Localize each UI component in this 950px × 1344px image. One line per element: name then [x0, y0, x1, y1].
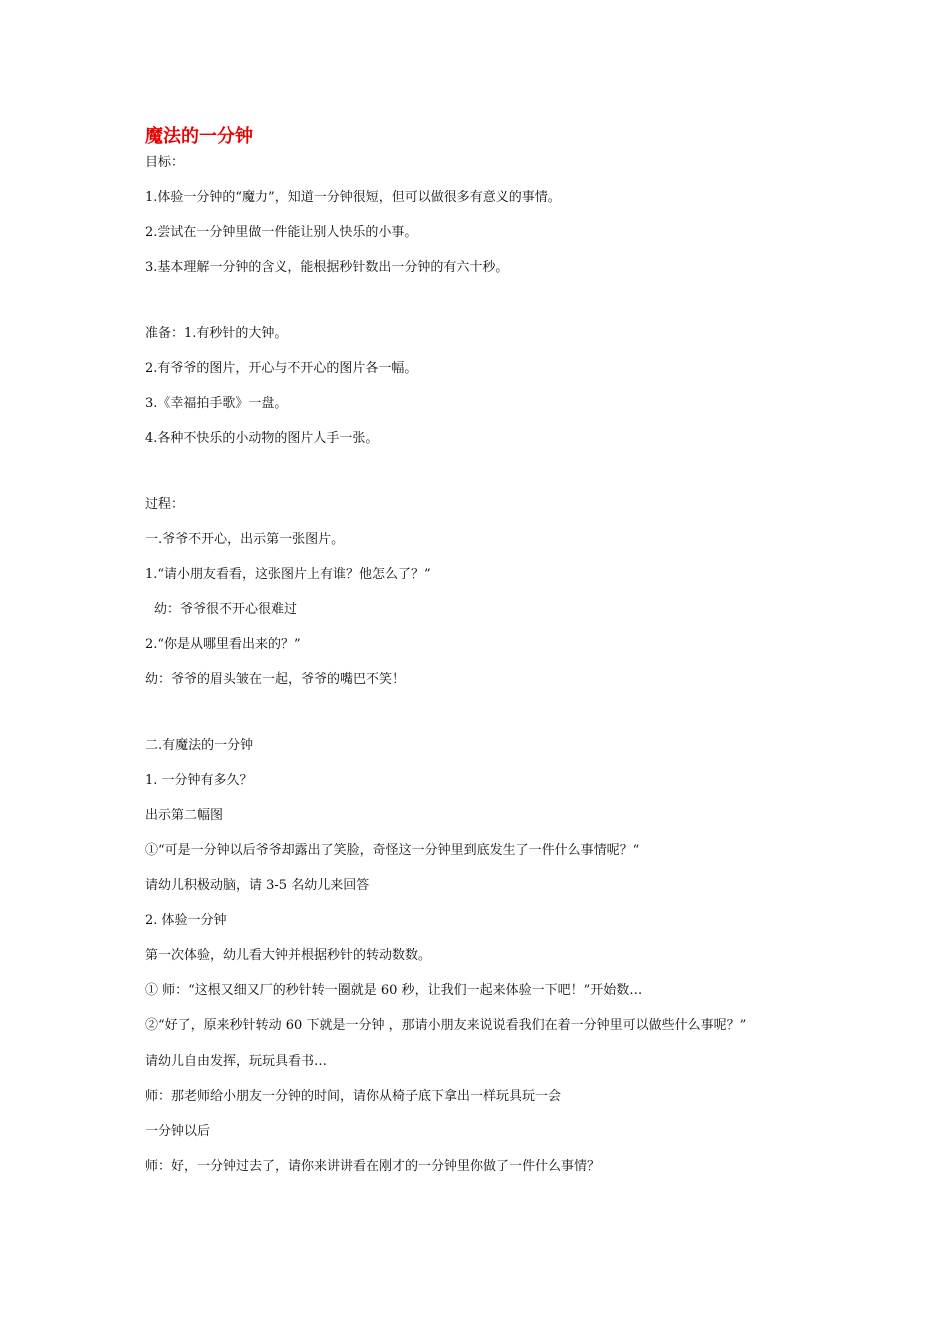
process-part2-line: 2. 体验一分钟: [145, 913, 227, 928]
process-part2-line: 出示第二幅图: [145, 808, 224, 823]
process-part2-line: 请幼儿积极动脑，请 3-5 名幼儿来回答: [145, 878, 370, 893]
prep-item-2: 2.有爷爷的图片，开心与不开心的图片各一幅。: [145, 361, 418, 376]
prep-item-4: 4.各种不快乐的小动物的图片人手一张。: [145, 431, 379, 446]
spacer: [145, 706, 825, 737]
spacer: [145, 465, 825, 496]
prep-item-1: 准备：1.有秒针的大钟。: [145, 326, 288, 341]
document-page: [145, 124, 825, 1193]
spacer: [145, 294, 825, 325]
process-part2-line: 请幼儿自由发挥，玩玩具看书…: [145, 1054, 328, 1069]
document-title: 魔法的一分钟: [145, 126, 253, 147]
process-part1-line: 1.“请小朋友看看，这张图片上有谁？他怎么了？”: [145, 567, 431, 582]
process-part1-line: 幼：爷爷很不开心很难过: [154, 602, 298, 617]
process-part1-line: 幼：爷爷的眉头皱在一起，爷爷的嘴巴不笑！: [145, 672, 406, 687]
process-part2-line: ①“可是一分钟以后爷爷却露出了笑脸，奇怪这一分钟里到底发生了一件什么事情呢？“: [145, 843, 640, 858]
process-part2-line: 师：好，一分钟过去了，请你来讲讲看在刚才的一分钟里你做了一件什么事情？: [145, 1159, 601, 1174]
process-part2-line: ① 师：“这根又细又厂的秒针转一圈就是 60 秒，让我们一起来体验一下吧！”开始数…: [145, 983, 643, 998]
process-part2-line: 师：那老师给小朋友一分钟的时间，请你从椅子底下拿出一样玩具玩一会: [145, 1089, 562, 1104]
prep-item-3: 3.《幸福拍手歌》一盘。: [145, 396, 288, 411]
goals-heading: 目标：: [145, 155, 185, 170]
process-part2-line: 二.有魔法的一分钟: [145, 738, 254, 753]
process-heading: 过程：: [145, 497, 185, 512]
process-part2-line: 1. 一分钟有多久？: [145, 773, 253, 788]
goal-item-3: 3.基本理解一分钟的含义，能根据秒针数出一分钟的有六十秒。: [145, 260, 509, 275]
process-part1-line: 2.“你是从哪里看出来的？”: [145, 637, 301, 652]
goal-item-1: 1.体验一分钟的“魔力”，知道一分钟很短，但可以做很多有意义的事情。: [145, 190, 561, 205]
goal-item-2: 2.尝试在一分钟里做一件能让别人快乐的小事。: [145, 225, 418, 240]
process-part1-line: 一.爷爷不开心，出示第一张图片。: [145, 532, 345, 547]
process-part2-line: ②“好了，原来秒针转动 60 下就是一分钟 ，那请小朋友来说说看我们在着一分钟里可以做些什么事呢？”: [145, 1018, 747, 1033]
process-part2-line: 一分钟以后: [145, 1124, 211, 1139]
process-part2-line: 第一次体验，幼儿看大钟并根据秒针的转动数数。: [145, 948, 432, 963]
